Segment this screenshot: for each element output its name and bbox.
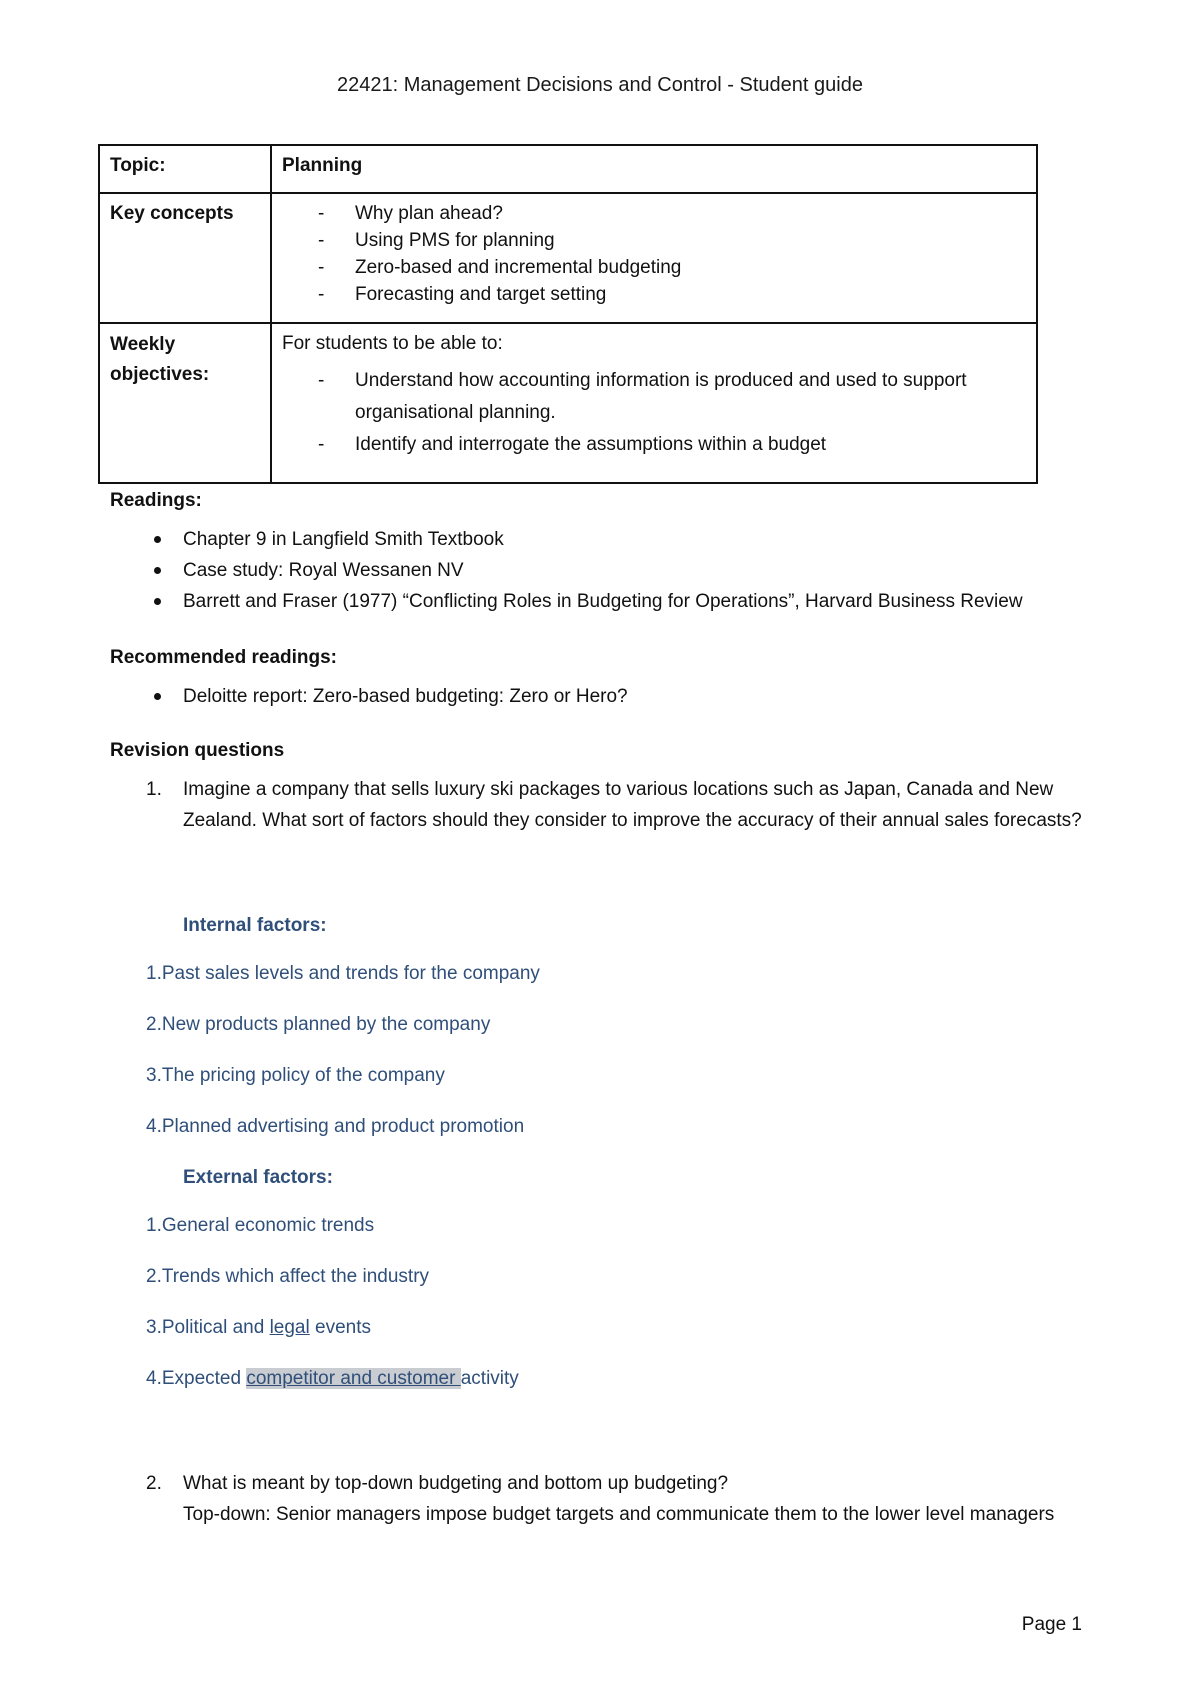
question-text: What is meant by top-down budgeting and bottom up budgeting?	[183, 1473, 729, 1494]
readings-heading: Readings:	[110, 490, 202, 511]
reading-item: Barrett and Fraser (1977) “Conflicting Roles in Budgeting for Operations”, Harvard Business Review	[110, 586, 1110, 617]
internal-factor-item: 1.Past sales levels and trends for the company	[146, 963, 540, 984]
question-text: Imagine a company that sells luxury ski packages to various locations such as Japan, Canada and New Zealand. What sort of factors should they consider to improve the accuracy of their annual sales forecasts?	[183, 779, 1082, 831]
revision-question-1	[110, 774, 1110, 836]
question-number: 2.	[146, 1473, 162, 1494]
page-number: Page 1	[1021, 1614, 1082, 1635]
internal-factors-heading: Internal factors:	[183, 915, 327, 936]
objective-item: - Identify and interrogate the assumptions within a budget	[282, 429, 1026, 461]
external-factor-item	[110, 1363, 1110, 1394]
highlighted-phrase: competitor and customer	[246, 1368, 461, 1389]
key-concept-item: - Zero-based and incremental budgeting	[282, 254, 1026, 281]
weekly-objectives-cell	[271, 323, 1037, 483]
revision-question-2	[110, 1468, 1110, 1530]
recommended-section	[110, 647, 1110, 712]
objective-item: - Understand how accounting information is produced and used to support organisational planning.	[282, 365, 1026, 429]
topic-value: Planning	[271, 145, 1037, 193]
question-answer: Top-down: Senior managers impose budget targets and communicate them to the lower level managers	[183, 1504, 1055, 1525]
document-header-title: 22421: Management Decisions and Control - Student guide	[337, 74, 863, 96]
recommended-heading: Recommended readings:	[110, 647, 337, 668]
weekly-objectives-label: Weekly objectives:	[99, 323, 271, 483]
external-factors-heading: External factors:	[183, 1167, 333, 1188]
topic-table	[98, 144, 1038, 484]
key-concepts-label: Key concepts	[99, 193, 271, 323]
readings-section	[110, 490, 1110, 617]
internal-factor-item: 4.Planned advertising and product promotion	[146, 1116, 525, 1137]
reading-item: Case study: Royal Wessanen NV	[110, 555, 1110, 586]
external-factor-item: 2.Trends which affect the industry	[146, 1266, 430, 1287]
key-concepts-cell	[271, 193, 1037, 323]
objectives-list	[282, 365, 1026, 461]
reading-item: Chapter 9 in Langfield Smith Textbook	[110, 524, 1110, 555]
external-factor-text: events	[309, 1317, 371, 1338]
recommended-list	[110, 681, 1110, 712]
underlined-word: legal	[269, 1317, 310, 1338]
external-factor-text: 3.Political and	[146, 1317, 270, 1338]
topic-label: Topic:	[99, 145, 271, 193]
key-concept-item: - Using PMS for planning	[282, 227, 1026, 254]
key-concepts-list	[282, 200, 1026, 308]
revision-question-2-section	[110, 1468, 1110, 1530]
external-factor-text: 4.Expected	[146, 1368, 247, 1389]
internal-factors-section	[110, 910, 1110, 1394]
internal-factor-item: 3.The pricing policy of the company	[146, 1065, 445, 1086]
key-concept-item: - Forecasting and target setting	[282, 281, 1026, 308]
internal-factor-item: 2.New products planned by the company	[146, 1014, 491, 1035]
external-factor-item	[110, 1312, 1110, 1343]
key-concept-item: - Why plan ahead?	[282, 200, 1026, 227]
external-factor-item: 1.General economic trends	[146, 1215, 375, 1236]
external-factor-text: activity	[460, 1368, 519, 1389]
recommended-item: Deloitte report: Zero-based budgeting: Zero or Hero?	[110, 681, 1110, 712]
revision-section	[110, 740, 1110, 836]
readings-list	[110, 524, 1110, 617]
objectives-intro: For students to be able to:	[282, 333, 503, 354]
revision-heading: Revision questions	[110, 740, 285, 761]
question-number: 1.	[146, 779, 162, 800]
